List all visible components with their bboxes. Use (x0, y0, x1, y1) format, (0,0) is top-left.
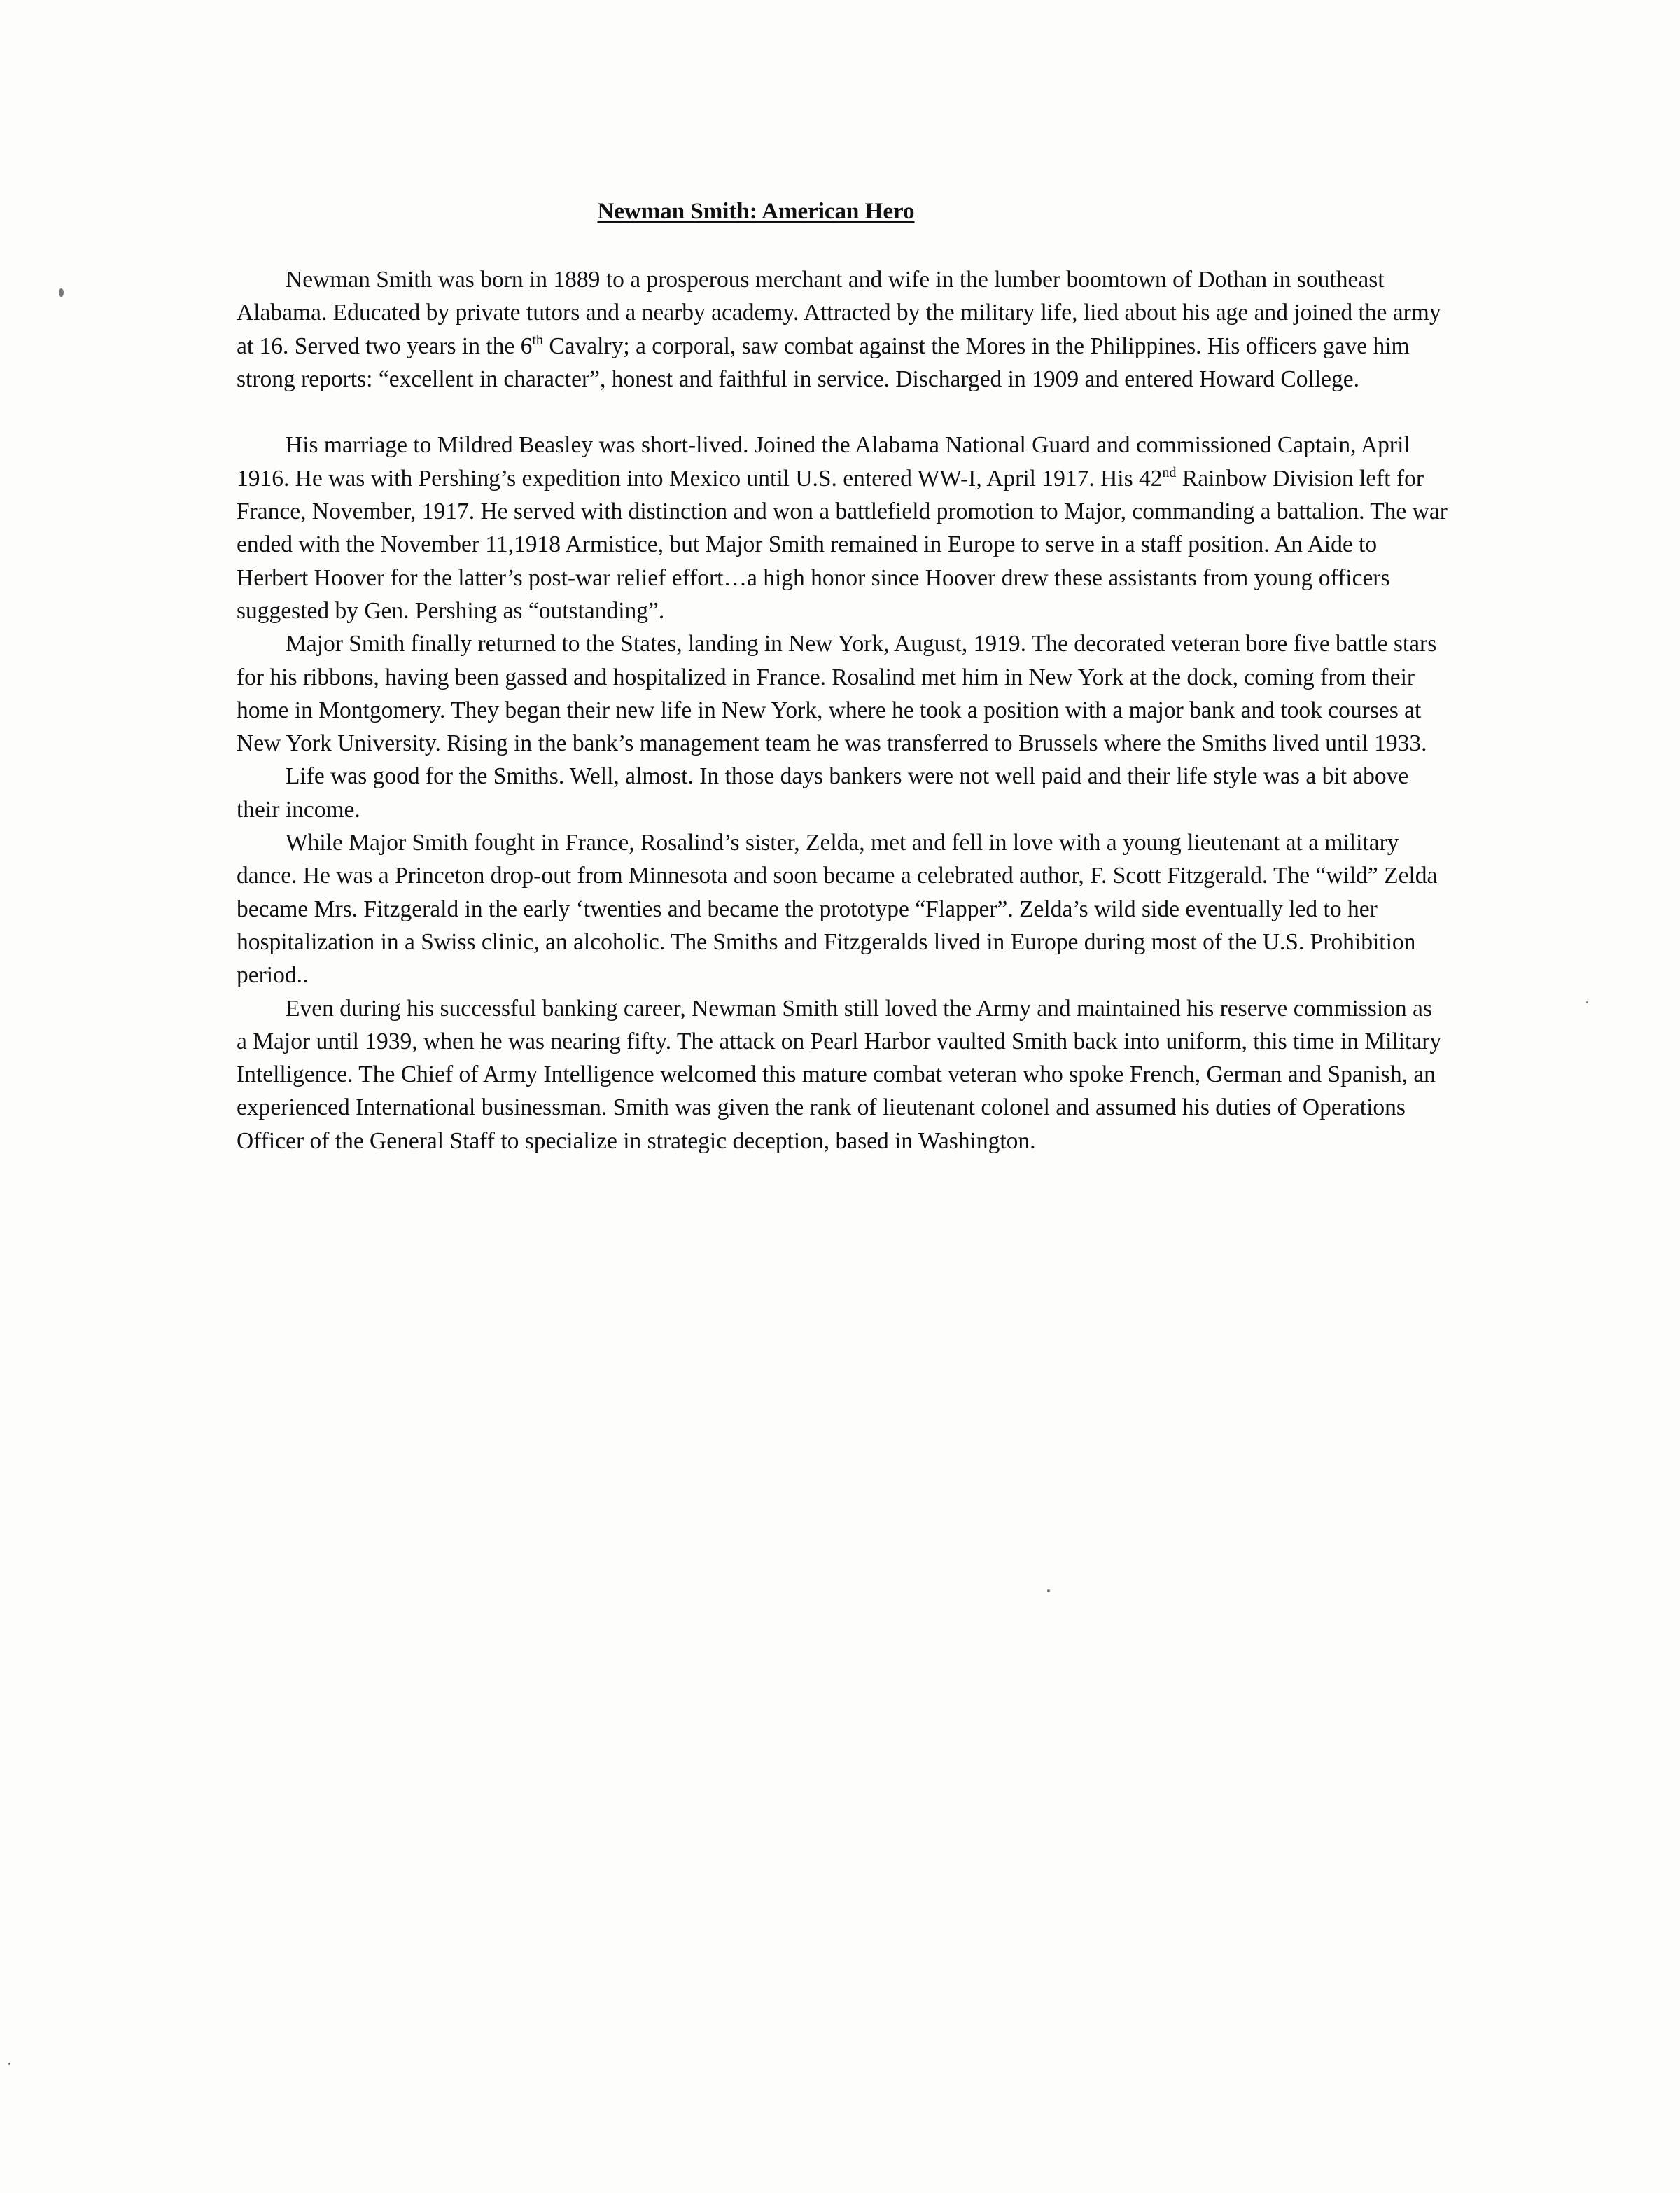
scan-speck (59, 288, 64, 297)
paragraph: Major Smith finally returned to the States, landing in New York, August, 1919. The decorated veteran bore five battle stars for his ribbons, having been gassed and hospitalized in France. Rosalind met him in New York at the dock, coming from their home in Montgomery. They began their new life in New York, where he took a position with a major bank and took courses at New York University. Rising in the bank’s management team he was transferred to Brussels where the Smiths lived until 1933. (237, 631, 1437, 757)
document-title: Newman Smith: American Hero (597, 199, 915, 224)
paragraph: His marriage to Mildred Beasley was short-lived. Joined the Alabama National Guard and commissioned Captain, April 1916. He was with Pershing’s expedition into Mexico until U.S. entered WW-I, April 1917. His 42nd Rainbow Division left for France, November, 1917. He served with distinction and won a battlefield promotion to Major, commanding a battalion. The war ended with the November 11,1918 Armistice, but Major Smith remained in Europe to serve in a staff position. An Aide to Herbert Hoover for the latter’s post-war relief effort…a high honor since Hoover drew these assistants from young officers suggested by Gen. Pershing as “outstanding”. (237, 432, 1448, 624)
paragraph: Even during his successful banking career, Newman Smith still loved the Army and maintained his reserve commission as a Major until 1939, when he was nearing fifty. The attack on Pearl Harbor vaulted Smith back into uniform, this time in Military Intelligence. The Chief of Army Intelligence welcomed this mature combat veteran who spoke French, German and Spanish, an experienced International businessman. Smith was given the rank of lieutenant colonel and assumed his duties of Operations Officer of the General Staff to specialize in strategic deception, based in Washington. (237, 995, 1442, 1154)
document-body (237, 263, 1448, 1157)
paragraph: Newman Smith was born in 1889 to a prosperous merchant and wife in the lumber boomtown of Dothan in southeast Alabama. Educated by private tutors and a nearby academy. Attracted by the military life, lied about his age and joined the army at 16. Served two years in the 6th Cavalry; a corporal, saw combat against the Mores in the Philippines. His officers gave him strong reports: “excellent in character”, honest and faithful in service. Discharged in 1909 and entered Howard College. (237, 267, 1441, 392)
scan-speck (1047, 1589, 1050, 1592)
scan-speck (8, 2063, 10, 2065)
paragraph: Life was good for the Smiths. Well, almost. In those days bankers were not well paid and their life style was a bit above their income. (237, 763, 1409, 823)
scan-speck (1586, 1001, 1588, 1003)
paragraph: While Major Smith fought in France, Rosalind’s sister, Zelda, met and fell in love with a young lieutenant at a military dance. He was a Princeton drop-out from Minnesota and soon became a celebrated author, F. Scott Fitzgerald. The “wild” Zelda became Mrs. Fitzgerald in the early ‘twenties and became the prototype “Flapper”. Zelda’s wild side eventually led to her hospitalization in a Swiss clinic, an alcoholic. The Smiths and Fitzgeralds lived in Europe during most of the U.S. Prohibition period.. (237, 830, 1438, 989)
